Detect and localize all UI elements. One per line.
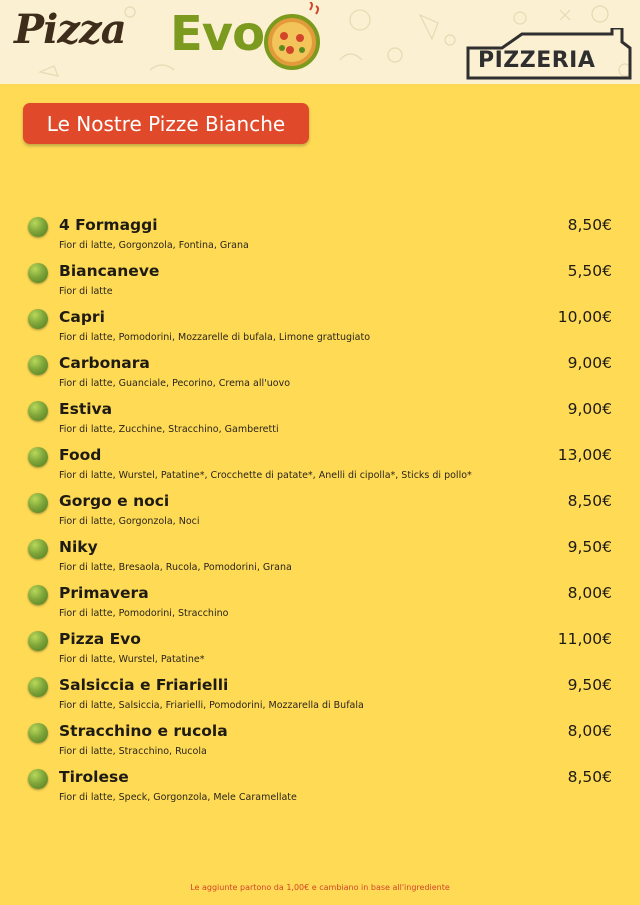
green-olive-bullet-icon <box>28 769 48 789</box>
menu-item <box>0 626 640 672</box>
menu-item <box>0 718 640 764</box>
green-olive-bullet-icon <box>28 401 48 421</box>
green-olive-bullet-icon <box>28 677 48 697</box>
item-name: Capri <box>59 308 105 326</box>
item-ingredients: Fior di latte, Wurstel, Patatine*, Crocchette di patate*, Anelli di cipolla*, Sticks di pollo* <box>59 470 472 481</box>
menu-item <box>0 764 640 810</box>
item-ingredients: Fior di latte, Zucchine, Stracchino, Gamberetti <box>59 424 279 435</box>
green-olive-bullet-icon <box>28 309 48 329</box>
green-olive-bullet-icon <box>28 585 48 605</box>
logo-pizza-text: Pizza <box>14 6 126 53</box>
item-price: 8,50€ <box>567 492 612 510</box>
green-olive-bullet-icon <box>28 631 48 651</box>
item-price: 8,00€ <box>567 584 612 602</box>
item-ingredients: Fior di latte, Guanciale, Pecorino, Crema all'uovo <box>59 378 291 389</box>
logo-evo-text: Evo <box>170 6 265 62</box>
item-price: 9,50€ <box>567 538 612 556</box>
item-name: Stracchino e rucola <box>59 722 228 740</box>
item-ingredients: Fior di latte, Pomodorini, Stracchino <box>59 608 229 619</box>
item-name: 4 Formaggi <box>59 216 158 234</box>
item-name: Niky <box>59 538 98 556</box>
page-header <box>0 0 640 84</box>
menu-item <box>0 304 640 350</box>
menu-item <box>0 258 640 304</box>
menu-item <box>0 396 640 442</box>
item-name: Pizza Evo <box>59 630 141 648</box>
item-price: 8,50€ <box>567 768 612 786</box>
item-ingredients: Fior di latte, Pomodorini, Mozzarelle di bufala, Limone grattugiato <box>59 332 371 343</box>
item-price: 10,00€ <box>557 308 612 326</box>
menu-item <box>0 488 640 534</box>
item-name: Biancaneve <box>59 262 160 280</box>
item-price: 9,00€ <box>567 354 612 372</box>
item-name: Tirolese <box>59 768 129 786</box>
menu-item <box>0 672 640 718</box>
item-name: Gorgo e noci <box>59 492 170 510</box>
item-price: 5,50€ <box>567 262 612 280</box>
green-olive-bullet-icon <box>28 447 48 467</box>
menu-item <box>0 580 640 626</box>
item-name: Salsiccia e Friarielli <box>59 676 229 694</box>
green-olive-bullet-icon <box>28 723 48 743</box>
item-ingredients: Fior di latte, Wurstel, Patatine* <box>59 654 205 665</box>
item-name: Food <box>59 446 102 464</box>
item-ingredients: Fior di latte, Stracchino, Rucola <box>59 746 207 757</box>
green-olive-bullet-icon <box>28 539 48 559</box>
menu-item <box>0 350 640 396</box>
item-name: Primavera <box>59 584 149 602</box>
item-name: Estiva <box>59 400 113 418</box>
section-title: Le Nostre Pizze Bianche <box>46 111 286 136</box>
item-ingredients: Fior di latte, Gorgonzola, Fontina, Grana <box>59 240 249 251</box>
item-price: 13,00€ <box>557 446 612 464</box>
item-price: 11,00€ <box>557 630 612 648</box>
item-ingredients: Fior di latte, Salsiccia, Friarielli, Pomodorini, Mozzarella di Bufala <box>59 700 364 711</box>
item-ingredients: Fior di latte, Speck, Gorgonzola, Mele Caramellate <box>59 792 297 803</box>
section-title-box <box>23 103 309 144</box>
menu-item <box>0 534 640 580</box>
green-olive-bullet-icon <box>28 217 48 237</box>
footer-note: Le aggiunte partono da 1,00€ e cambiano in base all'ingrediente <box>190 883 450 892</box>
item-ingredients: Fior di latte <box>59 286 113 297</box>
pizzeria-badge-label: PIZZERIA <box>478 48 596 73</box>
green-olive-bullet-icon <box>28 355 48 375</box>
green-olive-bullet-icon <box>28 493 48 513</box>
menu-list <box>0 212 640 810</box>
item-ingredients: Fior di latte, Bresaola, Rucola, Pomodorini, Grana <box>59 562 292 573</box>
item-price: 8,00€ <box>567 722 612 740</box>
item-price: 9,50€ <box>567 676 612 694</box>
green-olive-bullet-icon <box>28 263 48 283</box>
pizza-icon <box>256 2 328 74</box>
item-ingredients: Fior di latte, Gorgonzola, Noci <box>59 516 200 527</box>
menu-item <box>0 212 640 258</box>
menu-item <box>0 442 640 488</box>
item-price: 8,50€ <box>567 216 612 234</box>
item-price: 9,00€ <box>567 400 612 418</box>
item-name: Carbonara <box>59 354 150 372</box>
